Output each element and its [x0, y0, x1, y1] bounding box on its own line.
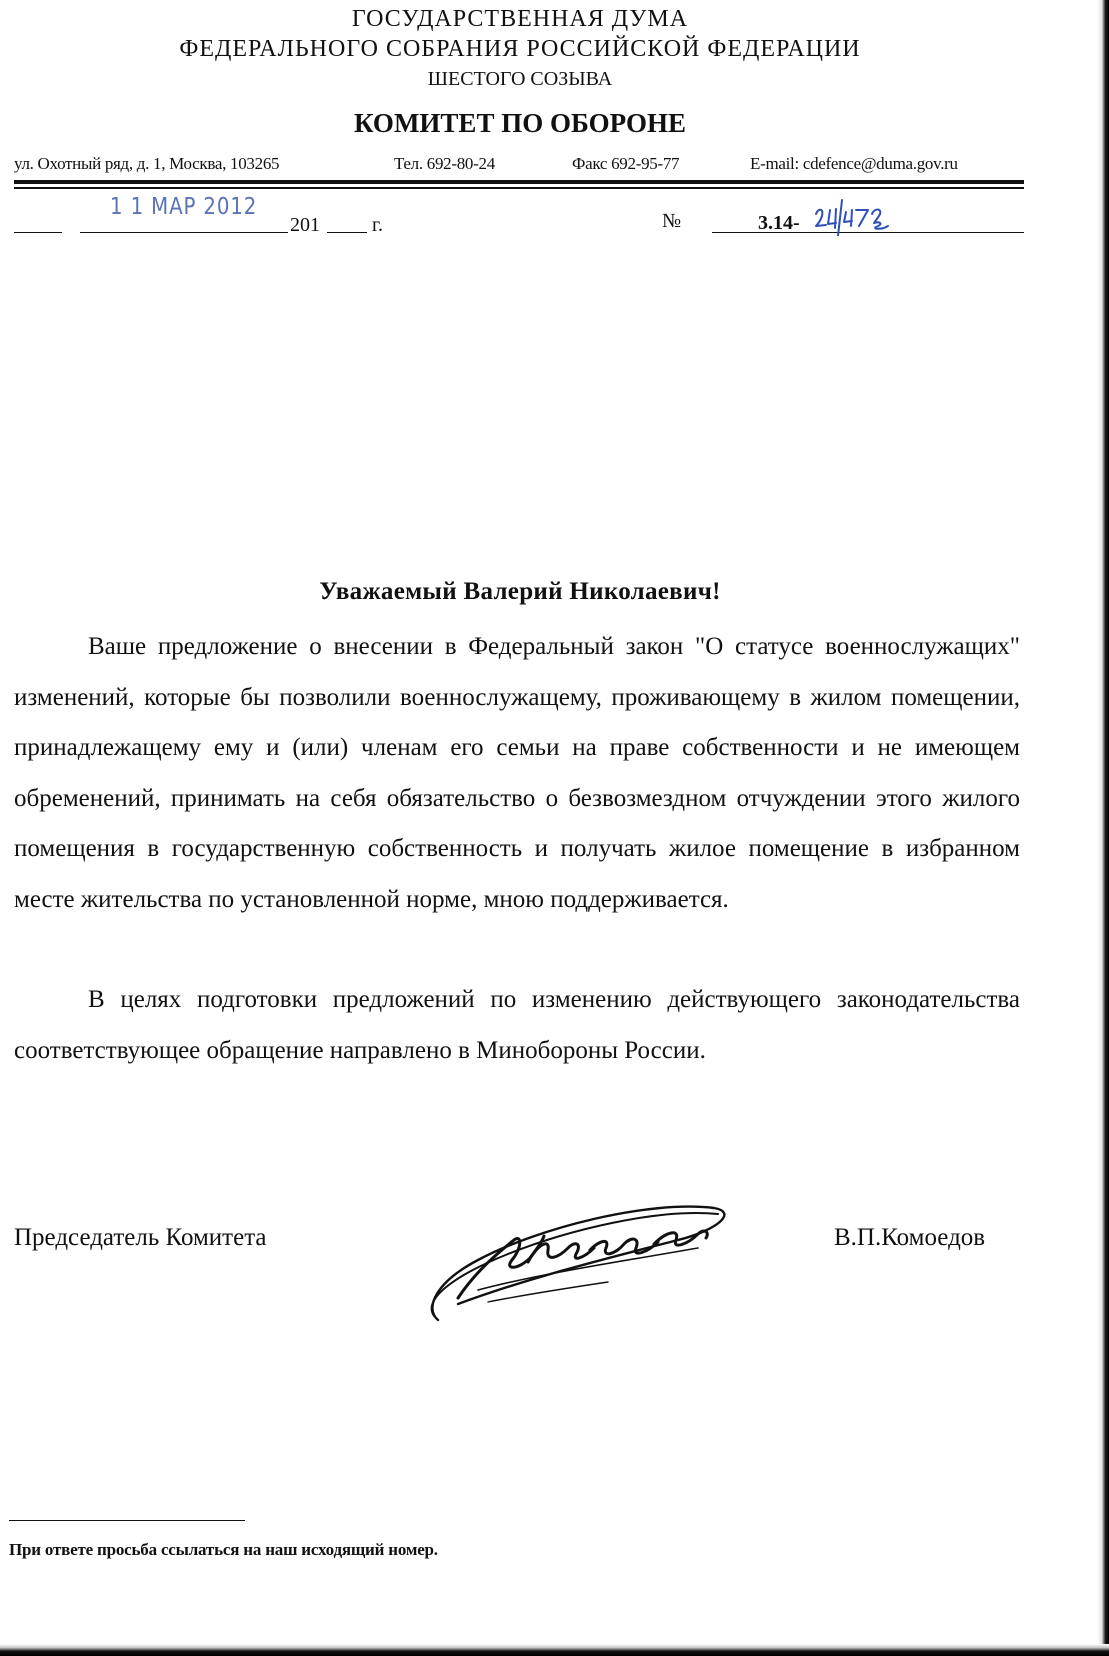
- header-divider-thin: [14, 187, 1024, 189]
- paragraph-2: В целях подготовки предложений по изменению действующего законодательства соответствующее обращение направлено в Минобороны России.: [14, 986, 1020, 1064]
- scan-edge-right: [1097, 0, 1109, 1656]
- footnote: При ответе просьба ссылаться на наш исходящий номер.: [9, 1540, 438, 1559]
- number-sign: №: [662, 210, 682, 232]
- header-duma: ГОСУДАРСТВЕННАЯ ДУМА: [351, 6, 689, 32]
- fax: Факс 692-95-77: [572, 154, 680, 173]
- committee-title: КОМИТЕТ ПО ОБОРОНЕ: [354, 108, 686, 138]
- signatory-name: В.П.Комоедов: [834, 1224, 986, 1251]
- date-blank: [80, 208, 288, 233]
- contacts-line: [14, 154, 1024, 176]
- footnote-divider: [9, 1520, 245, 1521]
- scan-edge-bottom: [0, 1644, 1109, 1656]
- address: ул. Охотный ряд, д. 1, Москва, 103265: [14, 154, 280, 173]
- signatory-title: Председатель Комитета: [14, 1224, 267, 1251]
- phone: Тел. 692-80-24: [394, 154, 495, 173]
- day-blank: [14, 208, 62, 233]
- dateline: [14, 208, 1024, 238]
- email: E-mail: cdefence@duma.gov.ru: [750, 154, 958, 173]
- handwritten-number: [812, 196, 902, 236]
- year-suffix: г.: [372, 214, 383, 236]
- handwritten-signature: [418, 1178, 748, 1328]
- date-stamp: 1 1 MAP 2012: [110, 194, 258, 220]
- paragraph-1: Ваше предложение о внесении в Федеральный закон "О статусе военнослужащих" изменений, которые бы позволили военнослужащему, проживающему в жилом помещении, принадлежащему ему и (или) членам его семьи на праве собственности и не имеющем обременений, принимать на себя обязательство о безвозмездном отчуждении этого жилого помещения в государственную собственность и получать жилое помещение в избранном месте жительства по установленной норме, мною поддерживается.: [14, 633, 1020, 913]
- header-divider-thick: [14, 180, 1024, 184]
- year-blank: [327, 208, 367, 233]
- greeting: Уважаемый Валерий Николаевич!: [319, 578, 721, 605]
- year-prefix: 201: [290, 214, 320, 236]
- header-convocation: ШЕСТОГО СОЗЫВА: [427, 68, 613, 90]
- header-federal-assembly: ФЕДЕРАЛЬНОГО СОБРАНИЯ РОССИЙСКОЙ ФЕДЕРАЦИИ: [179, 36, 861, 62]
- outgoing-number-prefix: 3.14-: [758, 212, 800, 234]
